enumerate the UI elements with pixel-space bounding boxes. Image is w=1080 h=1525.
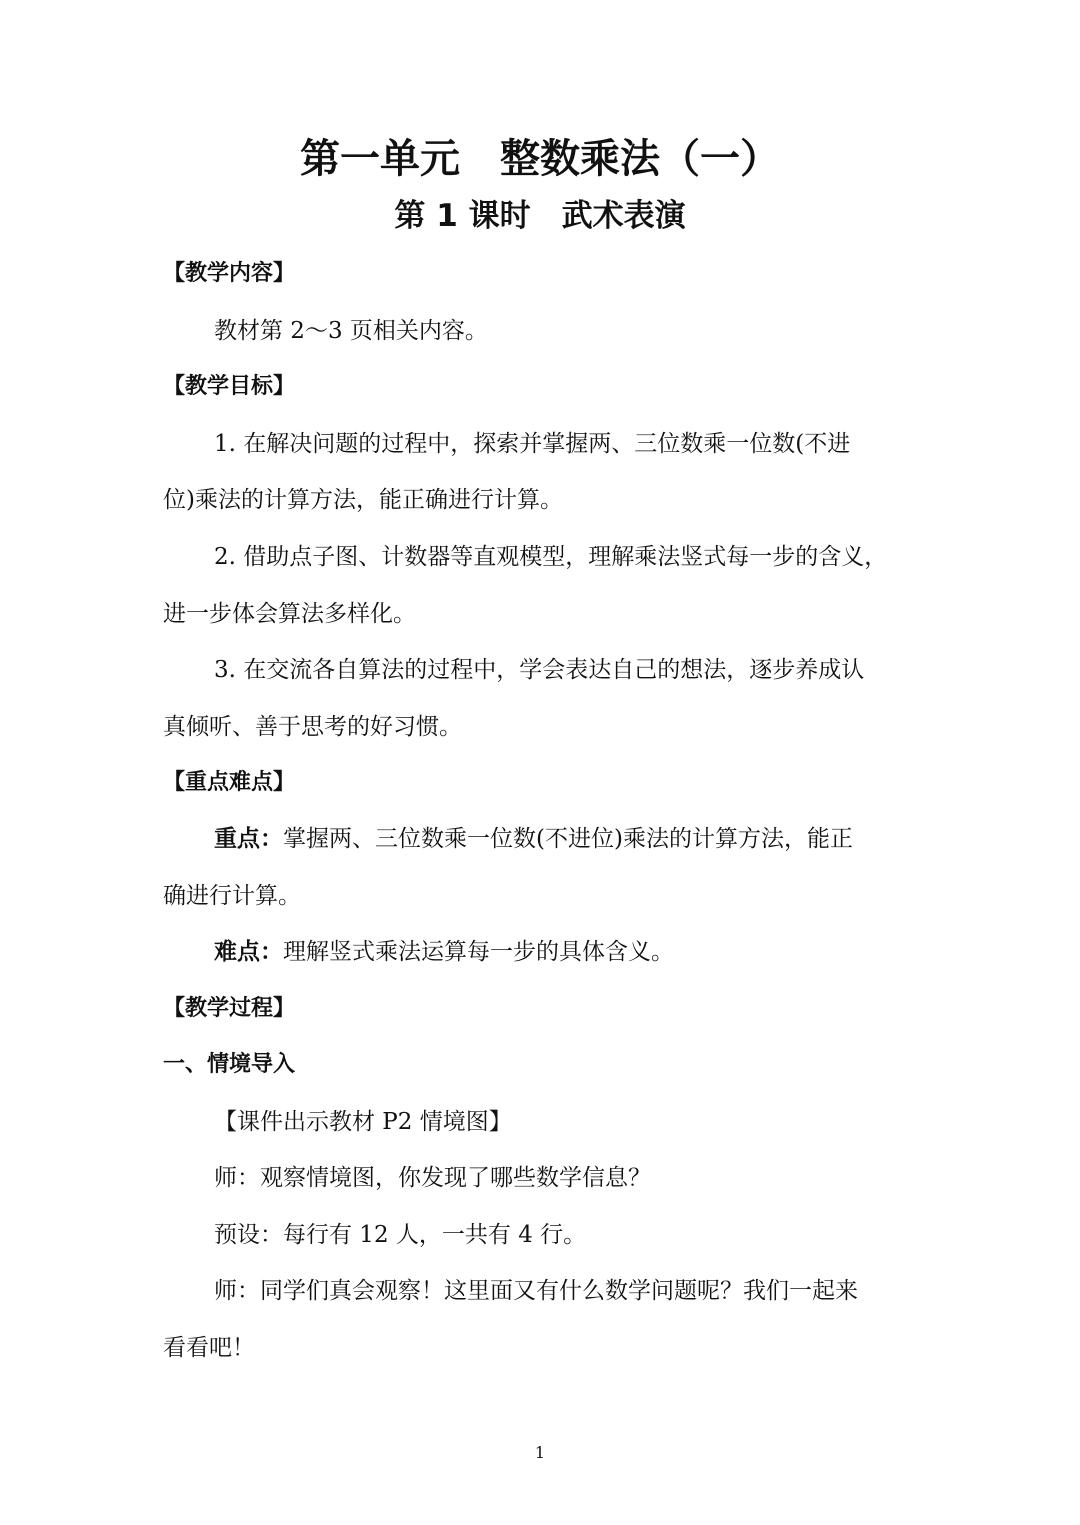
courseware-note: 【课件出示教材 P2 情境图】 <box>214 1109 512 1135</box>
difficulty-line <box>214 936 974 968</box>
goal-2-line-2: 进一步体会算法多样化。 <box>163 601 416 627</box>
goal-3-line-2: 真倾听、善于思考的好习惯。 <box>163 714 462 740</box>
preset-answer: 预设：每行有 12 人，一共有 4 行。 <box>214 1222 587 1248</box>
key-point-label: 重点： <box>214 826 283 852</box>
goal-2-line-1: 2. 借助点子图、计数器等直观模型，理解乘法竖式每一步的含义， <box>214 544 888 570</box>
key-difficult-heading: 【重点难点】 <box>163 770 296 795</box>
key-point-line-1 <box>214 823 974 855</box>
goal-1-line-2: 位)乘法的计算方法，能正确进行计算。 <box>163 487 563 513</box>
teaching-process-heading: 【教学过程】 <box>163 996 296 1021</box>
key-point-line-2: 确进行计算。 <box>163 883 301 909</box>
teacher-question-2-line-2: 看看吧！ <box>163 1335 255 1361</box>
difficulty-label: 难点： <box>214 939 283 965</box>
teacher-question-2-line-1: 师：同学们真会观察！这里面又有什么数学问题呢？我们一起来 <box>214 1278 858 1304</box>
key-point-text: 掌握两、三位数乘一位数(不进位)乘法的计算方法，能正 <box>283 826 853 852</box>
unit-title: 第一单元 整数乘法（一） <box>300 136 780 182</box>
page-number: 1 <box>534 1443 546 1462</box>
teacher-question-1: 师：观察情境图，你发现了哪些数学信息？ <box>214 1165 651 1191</box>
difficulty-text: 理解竖式乘法运算每一步的具体含义。 <box>283 939 674 965</box>
goal-3-line-1: 3. 在交流各自算法的过程中，学会表达自己的想法，逐步养成认 <box>214 657 865 683</box>
teaching-content-heading: 【教学内容】 <box>163 261 296 286</box>
teaching-goals-heading: 【教学目标】 <box>163 374 296 399</box>
goal-1-line-1: 1. 在解决问题的过程中，探索并掌握两、三位数乘一位数(不进 <box>214 431 851 457</box>
intro-heading: 一、情境导入 <box>163 1052 296 1077</box>
lesson-title: 第 1 课时 武术表演 <box>394 198 686 234</box>
teaching-content-text: 教材第 2～3 页相关内容。 <box>214 318 488 344</box>
